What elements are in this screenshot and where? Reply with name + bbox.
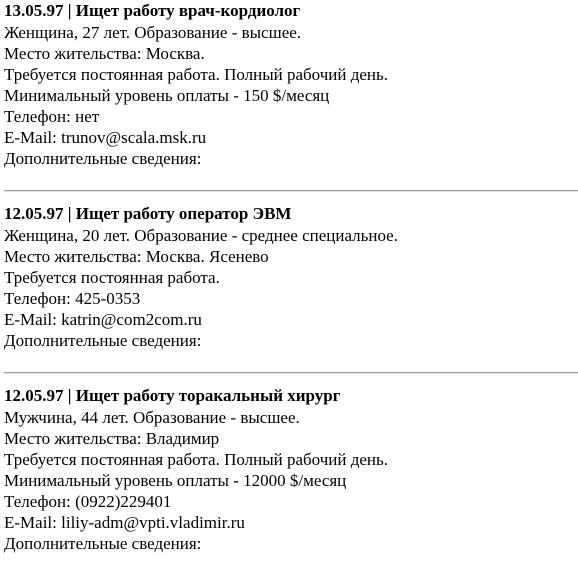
listing-header: 12.05.97 | Ищет работу торакальный хирург [4, 386, 341, 405]
listing-1 [4, 0, 578, 169]
listing-phone: Телефон: (0922)229401 [4, 492, 172, 511]
listing-additional-info: Дополнительные сведения: [4, 149, 202, 168]
listing-work-requirements: Требуется постоянная работа. Полный рабочий день. [4, 450, 389, 469]
spacer [4, 169, 578, 190]
listing-email: E-Mail: trunov@scala.msk.ru [4, 128, 207, 147]
listing-minimum-salary: Минимальный уровень оплаты - 12000 $/месяц [4, 471, 347, 490]
listing-minimum-salary: Минимальный уровень оплаты - 150 $/месяц [4, 86, 330, 105]
listing-work-requirements: Требуется постоянная работа. Полный рабочий день. [4, 65, 389, 84]
listing-residence: Место жительства: Владимир [4, 429, 220, 448]
listing-email: E-Mail: katrin@com2com.ru [4, 310, 202, 329]
listing-header: 12.05.97 | Ищет работу оператор ЭВМ [4, 204, 292, 223]
listing-phone: Телефон: 425-0353 [4, 289, 141, 308]
listing-header: 13.05.97 | Ищет работу врач-кордиолог [4, 1, 301, 20]
spacer [4, 351, 578, 372]
listing-residence: Место жительства: Москва. Ясенево [4, 247, 269, 266]
listing-gender-age-education: Мужчина, 44 лет. Образование - высшее. [4, 408, 300, 427]
listing-gender-age-education: Женщина, 27 лет. Образование - высшее. [4, 23, 302, 42]
listing-email: E-Mail: liliy-adm@vpti.vladimir.ru [4, 513, 245, 532]
listing-3 [4, 385, 578, 554]
listing-2 [4, 203, 578, 351]
listing-work-requirements: Требуется постоянная работа. [4, 268, 220, 287]
listing-phone: Телефон: нет [4, 107, 100, 126]
listing-residence: Место жительства: Москва. [4, 44, 205, 63]
listing-additional-info: Дополнительные сведения: [4, 534, 202, 553]
listing-additional-info: Дополнительные сведения: [4, 331, 202, 350]
listing-gender-age-education: Женщина, 20 лет. Образование - среднее специальное. [4, 226, 398, 245]
